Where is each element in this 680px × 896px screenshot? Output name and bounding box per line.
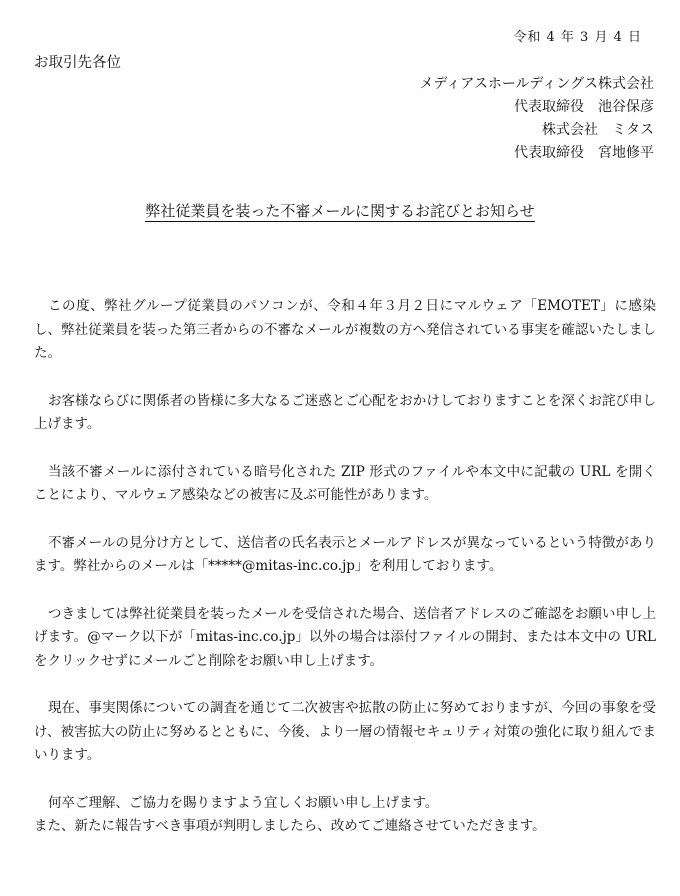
issuer-company-1: メディアスホールディングス株式会社 bbox=[419, 76, 654, 92]
paragraph-countermeasures: 現在、事実関係についての調査を通じて二次被害や拡散の防止に努めておりますが、今回の事象を受け、被害拡大の防止に努めるとともに、今後、より一層の情報セキュリティ対策の強化に取り組んでまいります。 bbox=[34, 700, 656, 763]
document-title-wrapper bbox=[0, 200, 680, 221]
paragraph-request: つきましては弊社従業員を装ったメールを受信された場合、送信者アドレスのご確認をお願い申し上げます。@マーク以下が「mitas-inc.co.jp」以外の場合は添付ファイルの開封、または本文中の URL をクリックせずにメールごと削除をお願い申し上げます。 bbox=[34, 605, 656, 669]
paragraph-incident: この度、弊社グループ従業員のパソコンが、令和４年３月２日にマルウェア「EMOTET」に感染し、弊社従業員を装った第三者からの不審なメールが複数の方へ発信されている事実を確認いたしました。 bbox=[34, 298, 656, 361]
document-body bbox=[34, 295, 656, 839]
issuer-representative-1: 代表取締役 池谷保彦 bbox=[514, 99, 654, 115]
document-date: 令和 4 年 3 月 4 日 bbox=[513, 30, 642, 45]
issuer-company-2: 株式会社 ミタス bbox=[542, 122, 654, 138]
paragraph-identification: 不審メールの見分け方として、送信者の氏名表示とメールアドレスが異なっているという特徴があります。弊社からのメールは「*****@mitas-inc.co.jp」を利用しております。 bbox=[34, 534, 656, 574]
paragraph-risk: 当該不審メールに添付されている暗号化された ZIP 形式のファイルや本文中に記載の URL を開くことにより、マルウェア感染などの被害に及ぶ可能性があります。 bbox=[34, 463, 656, 503]
paragraph-apology: お客様ならびに関係者の皆様に多大なるご迷惑とご心配をおかけしておりますことを深くお詫び申し上げます。 bbox=[34, 392, 656, 432]
issuer-block bbox=[420, 73, 655, 165]
document-title: 弊社従業員を装った不審メールに関するお詫びとお知らせ bbox=[145, 202, 535, 220]
issuer-representative-2: 代表取締役 宮地修平 bbox=[514, 145, 654, 161]
closing-line-2: また、新たに報告すべき事項が判明しましたら、改めてご連絡させていただきます。 bbox=[34, 818, 546, 834]
closing-line-1: 何卒ご理解、ご協力を賜りますよう宜しくお願い申し上げます。 bbox=[48, 794, 439, 811]
addressee: お取引先各位 bbox=[34, 55, 121, 71]
